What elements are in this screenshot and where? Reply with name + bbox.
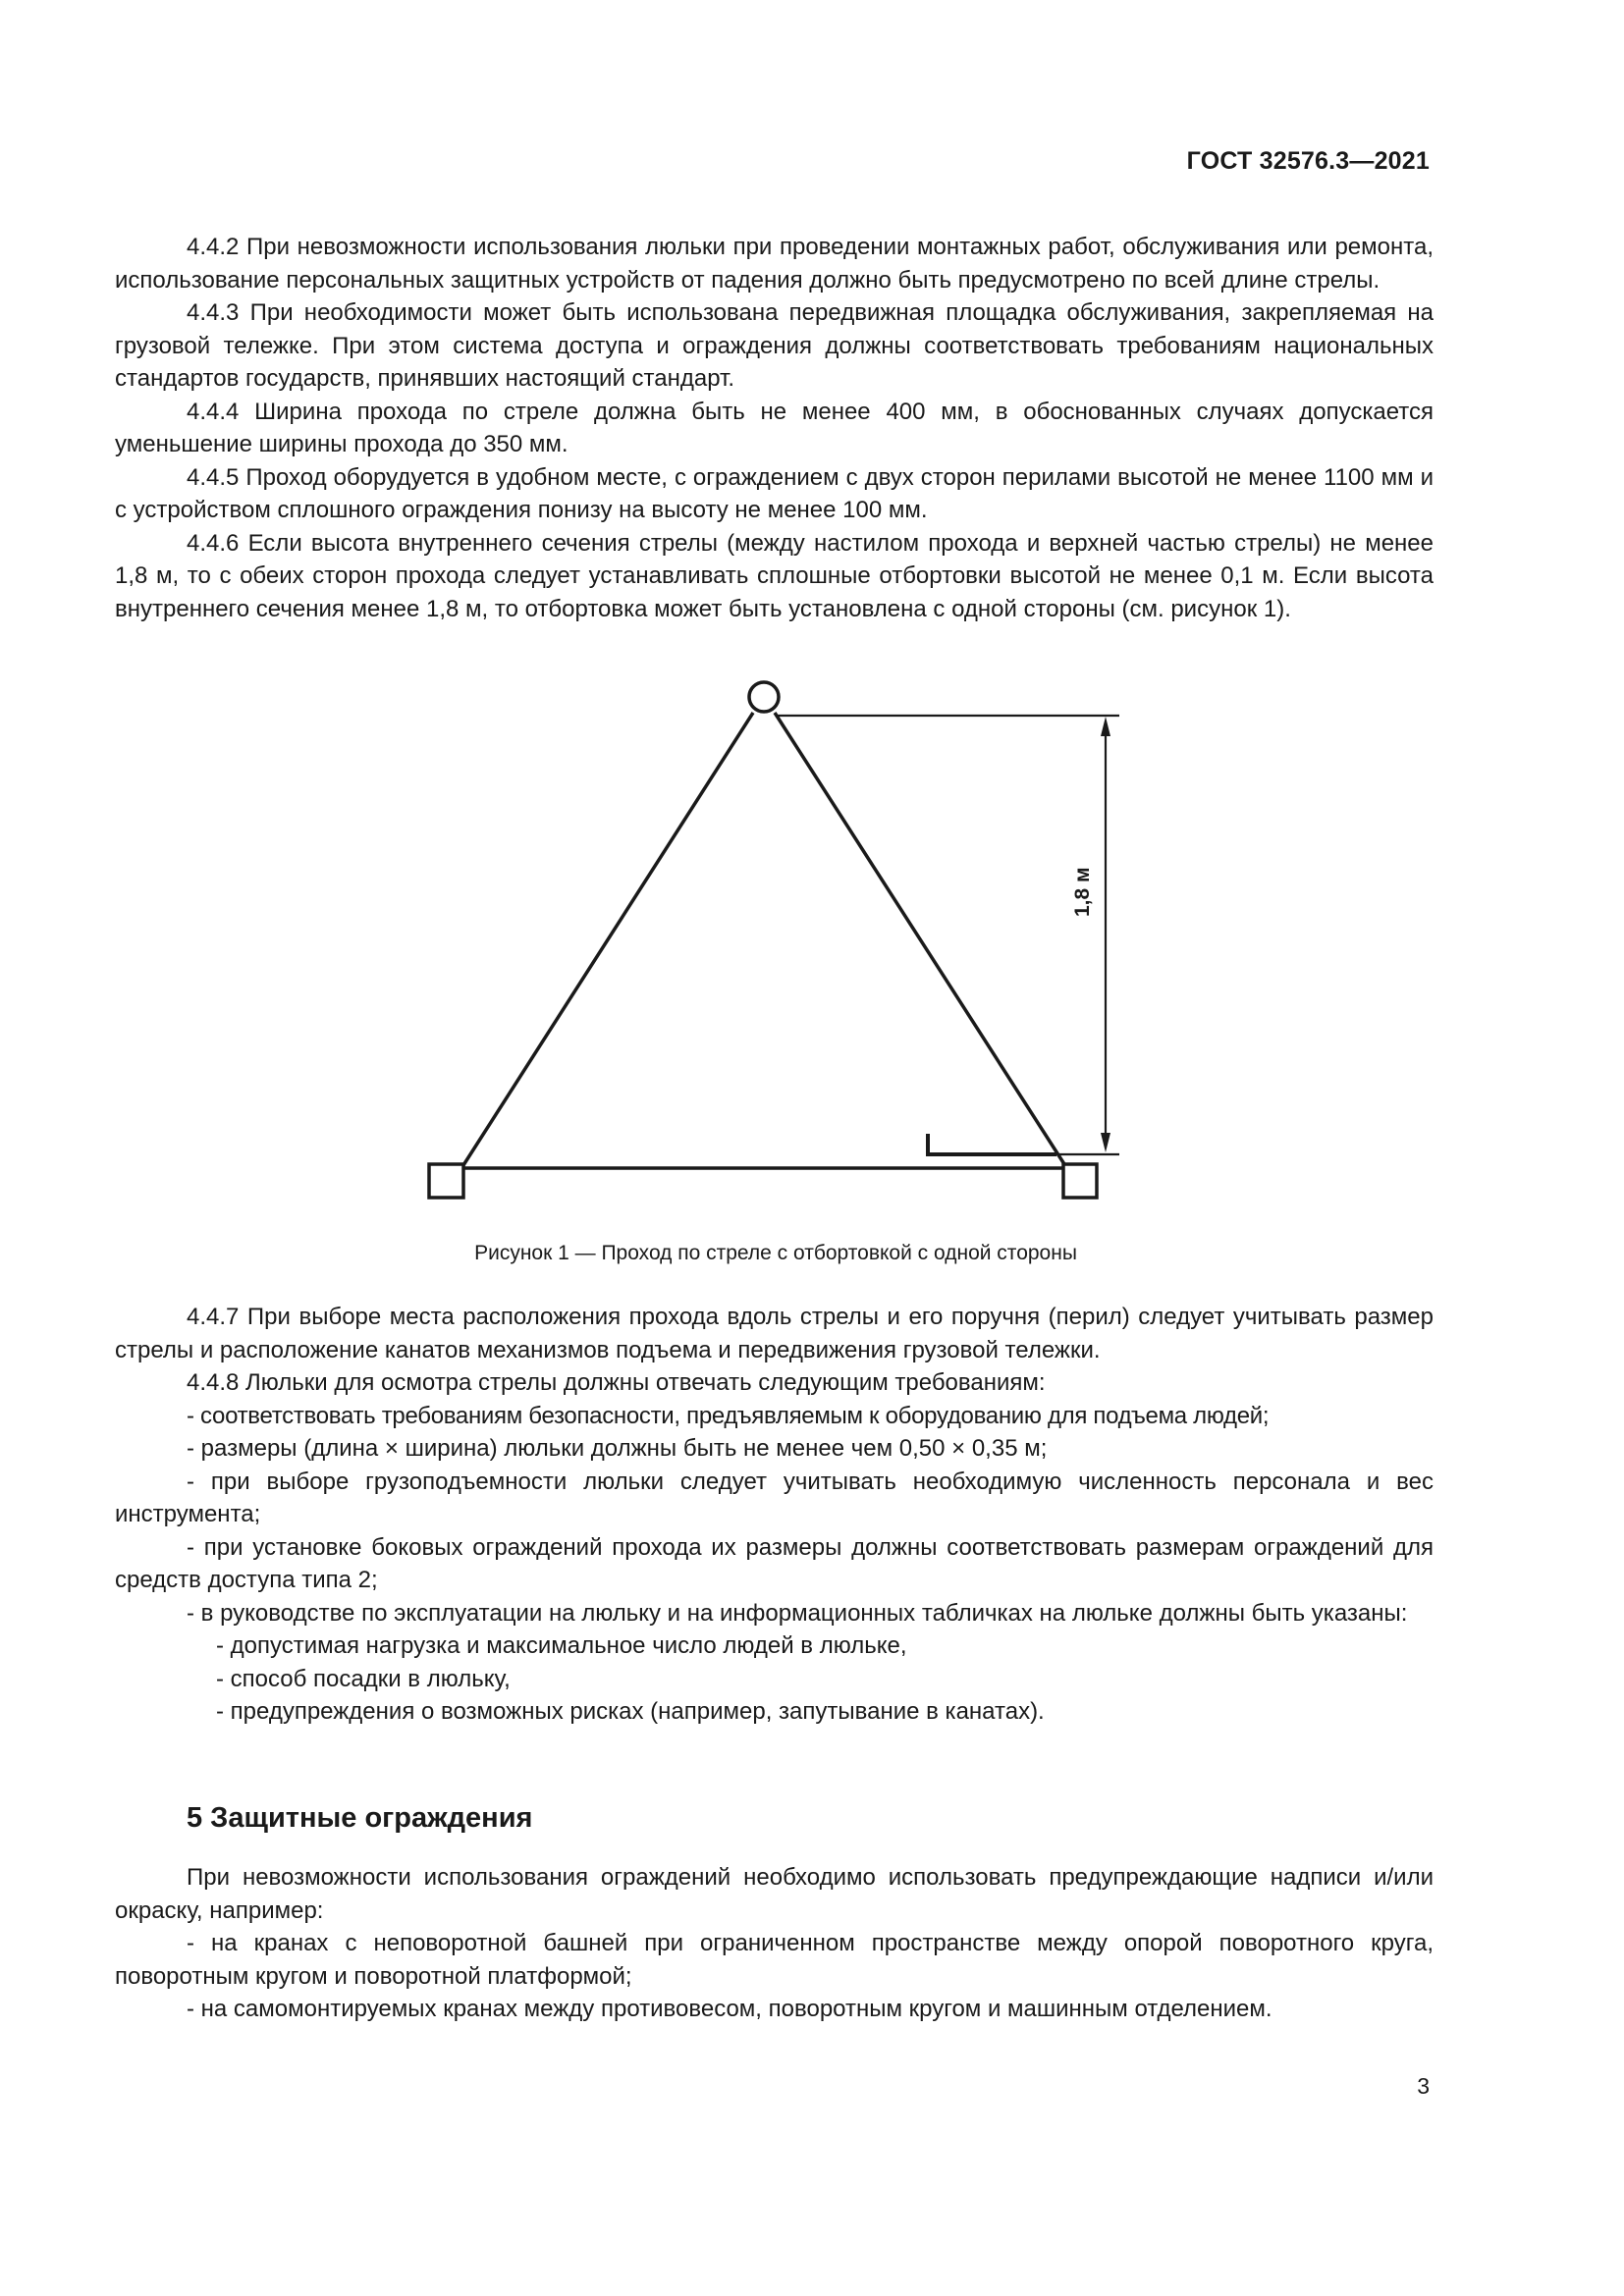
right-chord-square [1063, 1164, 1097, 1198]
right-diagonal-line [775, 713, 1064, 1164]
manual-sub-item: - допустимая нагрузка и максимальное число людей в люльке, [216, 1632, 907, 1659]
paragraph-4-4-3: 4.4.3 При необходимости может быть использована передвижная площадка обслуживания, закрепляемая на грузовой тележке. При этом система доступа и ограждения должны соответствовать требованиям национальных стандартов государств, принявших настоящий стандарт. [115, 299, 1434, 392]
paragraph-4-4-2: 4.4.2 При невозможности использования люльки при проведении монтажных работ, обслуживания или ремонта, использование персональных защитных устройств от падения должно быть предусмотрено по всей длине стрелы. [115, 234, 1434, 294]
paragraph-4-4-5: 4.4.5 Проход оборудуется в удобном месте, с ограждением с двух сторон перилами высотой не менее 1100 мм и с устройством сплошного ограждения понизу на высоту не менее 100 мм. [115, 463, 1434, 523]
section-4-4-7-text-block [115, 1301, 1434, 1729]
manual-sub-item: - предупреждения о возможных рисках (например, запутывание в канатах). [216, 1698, 1045, 1725]
section-5-list-item: - на кранах с неповоротной башней при ограниченном пространстве между опорой поворотного круга, поворотным кругом и поворотной платформой; [115, 1930, 1434, 1990]
document-header-id: ГОСТ 32576.3—2021 [1186, 147, 1430, 175]
dimension-label-1-8m: 1,8 м [1071, 867, 1094, 917]
page-number: 3 [1417, 2073, 1430, 2099]
paragraph-4-4-7: 4.4.7 При выборе места расположения прохода вдоль стрелы и его поручня (перил) следует учитывать размер стрелы и расположение канатов механизмов подъема и передвижения грузовой тележки. [115, 1304, 1434, 1363]
figure-1-caption: Рисунок 1 — Проход по стреле с отбортовкой с одной стороны [474, 1242, 1077, 1264]
requirement-item: - соответствовать требованиям безопасности, предъявляемым к оборудованию для подъема людей; [187, 1402, 1270, 1429]
left-chord-square [429, 1164, 463, 1198]
toe-board-l-shape [928, 1134, 1056, 1154]
requirement-item: - размеры (длина × ширина) люльки должны быть не менее чем 0,50 × 0,35 м; [187, 1435, 1048, 1462]
paragraph-4-4-4: 4.4.4 Ширина прохода по стреле должна быть не менее 400 мм, в обоснованных случаях допускается уменьшение ширины прохода до 350 мм. [115, 398, 1434, 457]
paragraph-4-4-6: 4.4.6 Если высота внутреннего сечения стрелы (между настилом прохода и верхней частью стрелы) не менее 1,8 м, то с обеих сторон прохода следует устанавливать сплошные отбортовки высотой не менее 0,1 м. Если высота внутреннего сечения менее 1,8 м, то отбортовка может быть установлена с одной стороны (см. рисунок 1). [115, 529, 1434, 622]
dimension-arrow-up-icon [1101, 717, 1110, 736]
apex-chord-circle [749, 682, 779, 712]
requirement-item: - при установке боковых ограждений прохода их размеры должны соответствовать размерам ограждений для средств доступа типа 2; [115, 1533, 1434, 1593]
paragraph-4-4-8: 4.4.8 Люльки для осмотра стрелы должны отвечать следующим требованиям: [187, 1369, 1046, 1396]
requirement-item: - при выборе грузоподъемности люльки следует учитывать необходимую численность персонала и вес инструмента; [115, 1468, 1434, 1527]
dimension-arrow-down-icon [1101, 1133, 1110, 1152]
section-5-list-item: - на самомонтируемых кранах между противовесом, поворотным кругом и машинным отделением. [187, 1996, 1272, 2022]
left-diagonal-line [463, 713, 753, 1165]
section-5-intro-paragraph: При невозможности использования ограждений необходимо использовать предупреждающие надписи и/или окраску, например: [115, 1864, 1434, 1924]
requirement-item: - в руководстве по эксплуатации на люльку и на информационных табличках на люльке должны быть указаны: [187, 1599, 1408, 1627]
section-5-text-block [115, 1861, 1434, 2026]
manual-sub-item: - способ посадки в люльку, [216, 1665, 511, 1692]
section-5-heading: 5 Защитные ограждения [187, 1802, 533, 1834]
